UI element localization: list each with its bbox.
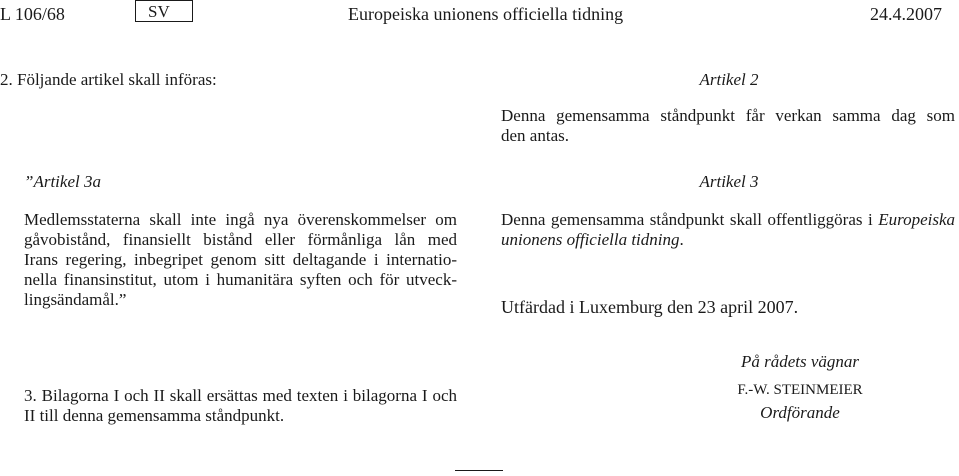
item-3-line-1: 3. Bilagorna I och II skall ersättas med texten i bilagorna I och bbox=[24, 386, 457, 405]
item-3-line-2: II till denna gemensamma ståndpunkt. bbox=[24, 406, 285, 425]
article-2-line-1: Denna gemensamma ståndpunkt får verkan samma dag som bbox=[501, 106, 955, 125]
article-2-line-2: den antas. bbox=[501, 126, 569, 145]
article-3-line-2-italic: unionens officiella tidning bbox=[501, 230, 680, 249]
item-3-body bbox=[24, 386, 457, 426]
article-3-line-1-prefix: Denna gemensamma ståndpunkt skall offentliggöras i bbox=[501, 210, 873, 229]
article-3-heading: Artikel 3 bbox=[699, 172, 759, 191]
signatory-name: F.-W. STEINMEIER bbox=[737, 382, 863, 398]
article-3a-body bbox=[24, 210, 457, 310]
article-3-line-1-italic: Europeiska bbox=[878, 210, 956, 229]
article-3a-line-3: Irans regering, inbegripet genom sitt deltagande i internatio- bbox=[24, 250, 457, 269]
article-3-line-2 bbox=[501, 230, 955, 250]
article-3a-line-1: Medlemsstaterna skall inte ingå nya överenskommelser om bbox=[24, 210, 457, 229]
article-3-line-1 bbox=[501, 210, 955, 230]
signatory-role: Ordförande bbox=[760, 403, 840, 422]
language-code: SV bbox=[148, 2, 170, 21]
article-2-body bbox=[501, 106, 955, 146]
item-2-intro: 2. Följande artikel skall införas: bbox=[0, 70, 217, 89]
page-reference: L 106/68 bbox=[0, 4, 65, 24]
article-3-line-2-suffix: . bbox=[679, 230, 684, 249]
signature-on-behalf: På rådets vägnar bbox=[740, 352, 860, 371]
footer-rule bbox=[455, 470, 503, 471]
article-3a-line-5: lingsändamål.” bbox=[24, 290, 127, 309]
article-3a-heading: ”Artikel 3a bbox=[24, 172, 101, 191]
article-3a-line-2: gåvobistånd, finansiellt bistånd eller förmånliga lån med bbox=[24, 230, 457, 249]
publication-date: 24.4.2007 bbox=[870, 4, 942, 24]
article-3a-line-4: nella finansinstitut, utom i humanitära syften och för utveck- bbox=[24, 270, 457, 289]
done-at-line: Utfärdad i Luxemburg den 23 april 2007. bbox=[501, 297, 799, 317]
article-2-heading: Artikel 2 bbox=[699, 70, 759, 89]
article-3-body bbox=[501, 210, 955, 250]
journal-title: Europeiska unionens officiella tidning bbox=[348, 4, 624, 24]
